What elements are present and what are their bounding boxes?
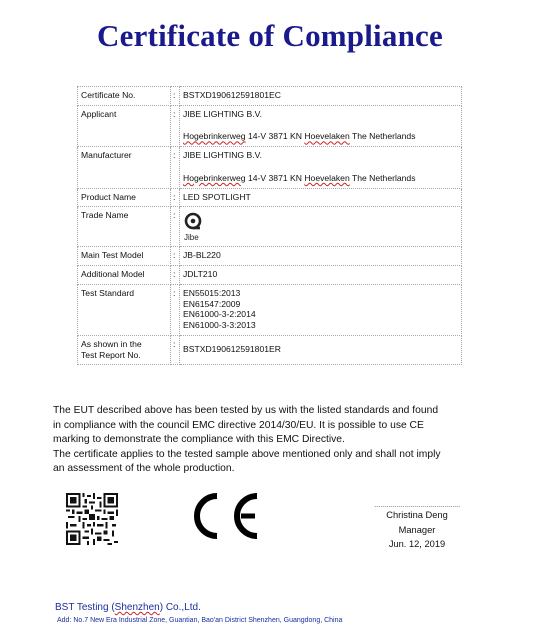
- label-applicant: Applicant: [78, 105, 171, 146]
- value-certificate-no: BSTXD190612591801EC: [180, 87, 462, 106]
- issue-date: Jun. 12, 2019: [388, 539, 446, 549]
- row-additional-model: [78, 266, 462, 285]
- logo-text: Jibe: [184, 233, 199, 243]
- row-manufacturer: [78, 147, 462, 188]
- value-manufacturer: [180, 147, 462, 188]
- value-test-report: BSTXD190612591801ER: [180, 335, 462, 364]
- row-applicant: [78, 105, 462, 146]
- colon: :: [171, 147, 180, 188]
- statement-line: The EUT described above has been tested by us with the listed standards and found: [53, 405, 439, 416]
- certificate-details-table: [77, 86, 462, 365]
- colon: :: [171, 284, 180, 335]
- row-test-standard: [78, 284, 462, 335]
- row-product-name: [78, 188, 462, 207]
- label-additional-model: Additional Model: [78, 266, 171, 285]
- statement-line: marking to demonstrate the compliance with this EMC Directive.: [53, 434, 345, 446]
- colon: :: [171, 335, 180, 364]
- ce-mark-icon: [191, 492, 263, 540]
- statement-line: The certificate applies to the tested sample above mentioned only and shall not imply: [53, 448, 441, 460]
- colon: :: [171, 87, 180, 106]
- compliance-statement: [53, 404, 493, 477]
- label-test-report: As shown in the Test Report No.: [78, 335, 171, 364]
- manufacturer-address: Hogebrinkerweg 14-V 3871 KN Hoevelaken The Netherlands: [183, 172, 416, 183]
- colon: :: [171, 105, 180, 146]
- standard-item: EN61000-3-3:2013: [183, 320, 256, 331]
- signature-block: [357, 500, 477, 552]
- manufacturer-name: JIBE LIGHTING B.V.: [183, 150, 262, 161]
- row-main-test-model: [78, 247, 462, 266]
- row-certificate-no: [78, 87, 462, 106]
- value-product-name: LED SPOTLIGHT: [180, 188, 462, 207]
- qr-code-icon: [66, 493, 118, 545]
- value-additional-model: JDLT210: [180, 266, 462, 285]
- label-manufacturer: Manufacturer: [78, 147, 171, 188]
- label-trade-name: Trade Name: [78, 207, 171, 247]
- row-test-report: [78, 335, 462, 364]
- label-main-test-model: Main Test Model: [78, 247, 171, 266]
- colon: :: [171, 266, 180, 285]
- label-product-name: Product Name: [78, 188, 171, 207]
- label-test-standard: Test Standard: [78, 284, 171, 335]
- row-trade-name: [78, 207, 462, 247]
- statement-line: in compliance with the council EMC directive 2014/30/EU. It is possible to use CE: [53, 419, 424, 431]
- company-name: BST Testing (Shenzhen) Co.,Ltd.: [55, 602, 201, 613]
- signature-line: ...........................................: [373, 499, 461, 509]
- standard-item: EN61547:2009: [183, 298, 241, 309]
- statement-line: an assessment of the whole production.: [53, 463, 235, 475]
- value-applicant: [180, 105, 462, 146]
- certificate-title: Certificate of Compliance: [97, 18, 443, 53]
- applicant-name: JIBE LIGHTING B.V.: [183, 108, 262, 119]
- colon: :: [171, 188, 180, 207]
- label-certificate-no: Certificate No.: [78, 87, 171, 106]
- signer-name: Christina Deng: [386, 510, 448, 520]
- value-test-standard: [180, 284, 462, 335]
- jibe-logo-icon: [183, 212, 209, 242]
- colon: :: [171, 207, 180, 247]
- signer-role: Manager: [398, 524, 436, 535]
- standard-item: EN61000-3-2:2014: [183, 309, 256, 320]
- standard-item: EN55015:2013: [183, 287, 241, 298]
- value-trade-name: [180, 207, 462, 247]
- value-main-test-model: JB-BL220: [180, 247, 462, 266]
- company-address: Add: No.7 New Era Industrial Zone, Guantian, Bao'an District Shenzhen, Guangdong, China: [57, 617, 343, 624]
- applicant-address: Hogebrinkerweg 14-V 3871 KN Hoevelaken The Netherlands: [183, 131, 416, 142]
- colon: :: [171, 247, 180, 266]
